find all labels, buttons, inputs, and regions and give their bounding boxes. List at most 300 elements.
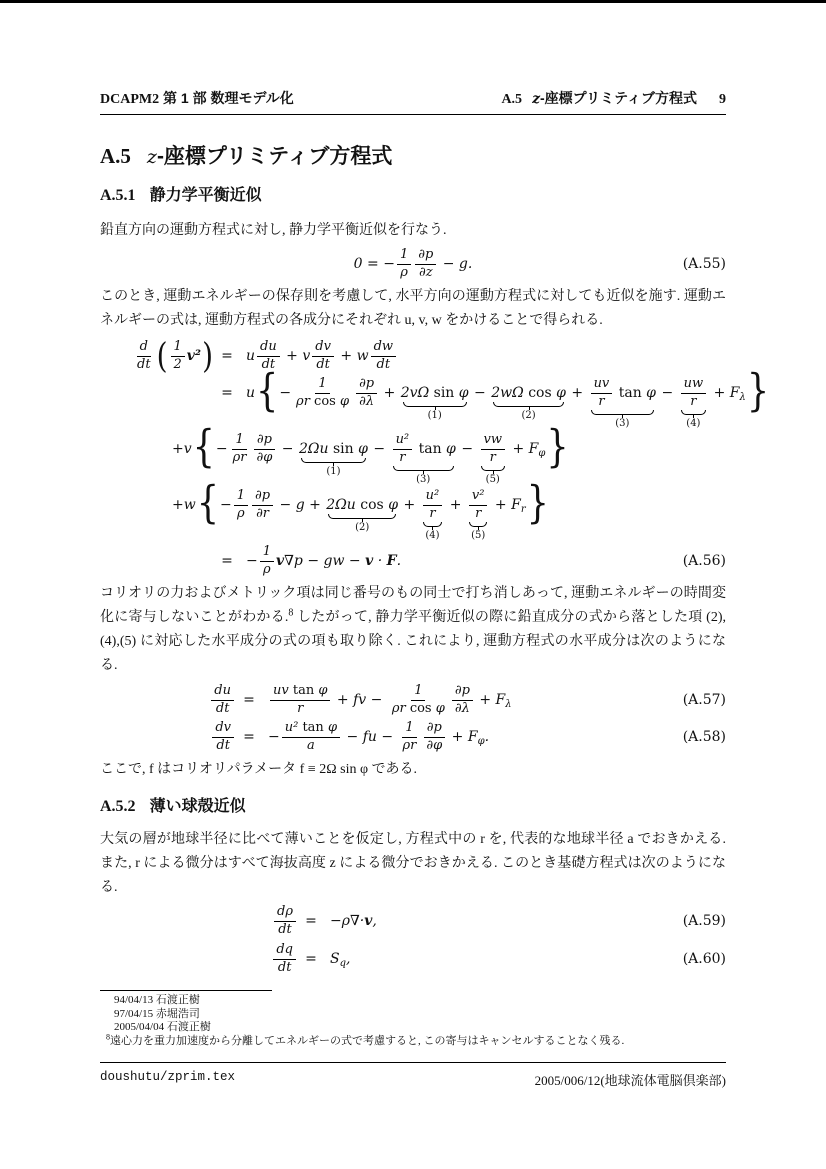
fraction bbox=[252, 489, 273, 522]
math-text: ∂p bbox=[255, 487, 271, 503]
equation-row bbox=[100, 683, 726, 717]
denominator bbox=[416, 265, 436, 281]
denominator bbox=[213, 701, 233, 717]
underbrace-glyph bbox=[681, 410, 707, 415]
math-text: − bbox=[456, 441, 478, 457]
math-text: + bbox=[447, 729, 468, 745]
numerator bbox=[254, 433, 275, 450]
equation-lhs bbox=[100, 943, 298, 976]
math-text: ρ bbox=[263, 561, 271, 577]
header-rule bbox=[100, 114, 726, 115]
numerator bbox=[282, 721, 340, 738]
math-text: +v bbox=[172, 441, 192, 457]
math-text: u bbox=[246, 348, 256, 364]
math-text: − bbox=[277, 441, 298, 457]
section-heading bbox=[100, 143, 726, 170]
math-text: dt bbox=[261, 356, 276, 372]
fraction bbox=[423, 721, 445, 754]
math-text: 2Ωu bbox=[298, 441, 333, 457]
equation-tag: (A.55) bbox=[682, 256, 726, 272]
math-text: 2 bbox=[173, 356, 182, 372]
math-text: . bbox=[484, 729, 490, 745]
fraction bbox=[274, 905, 296, 938]
fraction bbox=[273, 943, 296, 976]
subscripted-symbol: S q bbox=[330, 951, 346, 969]
math-text: 1 bbox=[318, 375, 327, 391]
math-text: 1 bbox=[414, 682, 423, 698]
math-text: dq bbox=[276, 941, 293, 957]
numerator bbox=[171, 340, 185, 357]
math-text: r bbox=[297, 700, 304, 716]
underbrace-glyph bbox=[469, 522, 488, 527]
numerator bbox=[260, 545, 274, 562]
math-text: ρr bbox=[391, 700, 410, 716]
math-text: φ bbox=[641, 385, 656, 401]
math-text: φ bbox=[431, 700, 445, 716]
footer-rule bbox=[100, 1062, 726, 1063]
equation-tag: (A.59) bbox=[682, 913, 726, 929]
underbrace-glyph bbox=[328, 514, 396, 519]
denominator bbox=[260, 562, 274, 578]
math-text: φ bbox=[383, 497, 399, 513]
subscripted-symbol: F φ bbox=[528, 441, 546, 459]
math-text: φ bbox=[441, 441, 456, 457]
equation-row bbox=[100, 544, 726, 578]
underbrace-content bbox=[479, 433, 507, 466]
math-text: φ bbox=[454, 385, 469, 401]
paragraph-3-text-a: コリオリの力およびメトリック項は同じ番号のもの同士で打ち消しあって, 運動エネルギーの時間変化に寄与しないことがわかる. bbox=[100, 586, 726, 625]
numerator bbox=[356, 377, 377, 394]
math-text: ∂φ bbox=[426, 737, 443, 753]
math-text: − bbox=[279, 385, 292, 401]
page-number: 9 bbox=[719, 92, 726, 107]
equation-row bbox=[100, 423, 726, 486]
math-text: F bbox=[495, 692, 506, 708]
math-text: − bbox=[368, 441, 390, 457]
underbrace-label: (2) bbox=[521, 410, 536, 421]
math-text: d bbox=[139, 338, 148, 354]
subsection-title-2: 薄い球殻近似 bbox=[149, 798, 246, 815]
math-text: uv bbox=[593, 375, 610, 391]
math-text: + bbox=[508, 441, 529, 457]
math-text: uv bbox=[273, 682, 293, 698]
equals-sign: = bbox=[305, 913, 317, 929]
math-text: − g + bbox=[275, 497, 326, 513]
math-text: dt bbox=[216, 737, 230, 753]
numerator bbox=[397, 248, 411, 265]
denominator bbox=[313, 357, 333, 373]
math-text: − fu − bbox=[342, 729, 398, 745]
numerator bbox=[402, 721, 416, 738]
page-footer bbox=[100, 1062, 726, 1089]
math-text: − bbox=[220, 497, 232, 513]
math-text: cos bbox=[528, 385, 552, 401]
math-text: ∂p bbox=[359, 375, 375, 391]
subsection-number: A.5.1 bbox=[100, 187, 136, 204]
underbrace-label: (5) bbox=[485, 474, 500, 486]
numerator bbox=[371, 340, 396, 357]
equals-sign: = bbox=[305, 951, 317, 967]
math-text: ∂p bbox=[418, 246, 434, 262]
math-text: + bbox=[445, 497, 466, 513]
fraction bbox=[234, 489, 248, 522]
equals-sign: = bbox=[243, 692, 255, 708]
numerator bbox=[591, 377, 613, 394]
section-title: -座標プリミティブ方程式 bbox=[156, 145, 393, 168]
header-left bbox=[100, 88, 294, 108]
math-text: v bbox=[364, 913, 373, 929]
big-delimiter: } bbox=[546, 423, 569, 474]
math-text: − bbox=[246, 553, 258, 569]
math-text: u bbox=[246, 385, 256, 401]
fraction bbox=[400, 721, 420, 754]
equation-a57-a58 bbox=[100, 683, 726, 754]
header-section-title: -座標プリミティブ方程式 bbox=[540, 90, 697, 106]
numerator bbox=[137, 340, 151, 357]
math-text: ρr bbox=[232, 449, 247, 465]
footnote-marker-8: 8 bbox=[288, 607, 294, 619]
underbrace-glyph bbox=[301, 458, 366, 463]
underbrace-content bbox=[391, 433, 456, 466]
subsection-number-2: A.5.2 bbox=[100, 798, 136, 815]
math-text: v bbox=[276, 553, 285, 569]
equation-lhs bbox=[100, 335, 214, 377]
underbrace bbox=[491, 385, 566, 421]
math-text: 1 bbox=[399, 246, 409, 262]
math-text: dt bbox=[137, 356, 151, 372]
numerator bbox=[315, 377, 329, 394]
numerator bbox=[257, 340, 280, 357]
underbrace-glyph bbox=[481, 466, 505, 471]
math-text: dt bbox=[278, 921, 292, 937]
denominator bbox=[275, 922, 295, 938]
equals-sign: = bbox=[221, 348, 233, 364]
underbrace-content bbox=[589, 377, 656, 410]
math-text: ρ bbox=[400, 264, 408, 280]
denominator bbox=[396, 450, 408, 466]
underbrace-content bbox=[326, 497, 398, 513]
underbrace-label: (3) bbox=[416, 474, 431, 486]
math-text: F bbox=[729, 385, 740, 401]
math-text: ∂λ bbox=[454, 700, 470, 716]
math-text: 1 bbox=[262, 543, 272, 559]
fraction bbox=[423, 489, 443, 522]
math-text: tan bbox=[302, 719, 324, 735]
math-text: F bbox=[511, 497, 521, 513]
underbrace-glyph bbox=[591, 410, 654, 415]
underbrace-glyph bbox=[393, 466, 454, 471]
math-text: − bbox=[469, 385, 491, 401]
underbrace bbox=[467, 487, 490, 542]
denominator bbox=[356, 394, 377, 410]
revision-date-2: 97/04/15 赤堀浩司 bbox=[114, 1007, 200, 1020]
denominator bbox=[171, 357, 185, 373]
equation-a59 bbox=[100, 904, 726, 938]
math-text: 2vΩ bbox=[400, 385, 434, 401]
revision-date-1: 94/04/13 石渡正樹 bbox=[114, 994, 200, 1006]
denominator bbox=[472, 506, 484, 522]
math-text: + bbox=[709, 385, 730, 401]
math-text: . bbox=[396, 553, 402, 569]
numerator bbox=[415, 248, 436, 265]
fraction bbox=[260, 545, 274, 578]
underbrace-glyph bbox=[403, 402, 467, 407]
math-text: − g. bbox=[438, 256, 473, 272]
fraction bbox=[254, 433, 276, 466]
math-text: dw bbox=[373, 338, 394, 354]
numerator bbox=[274, 905, 296, 922]
big-delimiter: } bbox=[526, 479, 549, 530]
underbrace bbox=[479, 431, 507, 486]
math-text: 2wΩ bbox=[491, 385, 529, 401]
math-text: uw bbox=[683, 375, 704, 391]
equation-rhs bbox=[262, 684, 512, 717]
denominator bbox=[213, 738, 233, 754]
revision-date-3: 2005/04/04 石渡正樹 bbox=[114, 1021, 211, 1033]
big-delimiter: ( bbox=[156, 335, 168, 377]
math-text: tan bbox=[618, 385, 642, 401]
subscripted-symbol: F λ bbox=[495, 692, 512, 710]
underbrace-label: (5) bbox=[471, 530, 486, 542]
denominator bbox=[230, 450, 250, 466]
math-text: ρr bbox=[296, 393, 315, 409]
math-text: · bbox=[373, 553, 387, 569]
math-text: + fv − bbox=[332, 692, 387, 708]
math-text: v² bbox=[186, 348, 202, 364]
math-text: 1 bbox=[235, 431, 244, 447]
numerator bbox=[270, 684, 330, 701]
math-text: F bbox=[386, 553, 397, 569]
underbrace-content bbox=[679, 377, 709, 410]
math-text: u² bbox=[395, 431, 410, 447]
math-text: tan bbox=[418, 441, 442, 457]
math-text: r bbox=[489, 449, 496, 465]
math-text: r bbox=[690, 393, 697, 409]
subscripted-symbol: F λ bbox=[729, 385, 746, 403]
numerator bbox=[424, 721, 445, 738]
numerator bbox=[234, 489, 248, 506]
big-delimiter: { bbox=[192, 423, 215, 474]
fraction bbox=[393, 433, 413, 466]
fraction bbox=[415, 248, 436, 281]
math-text: du bbox=[260, 338, 277, 354]
math-text: ∇p − gw − bbox=[284, 553, 366, 569]
equation-rhs bbox=[262, 721, 489, 754]
numerator bbox=[312, 340, 334, 357]
math-text: dt bbox=[316, 356, 330, 372]
math-text: du bbox=[214, 682, 231, 698]
denominator bbox=[389, 701, 448, 717]
underbrace bbox=[391, 431, 456, 486]
equation-lhs bbox=[100, 721, 236, 754]
numerator bbox=[393, 433, 413, 450]
underbrace-content bbox=[491, 385, 566, 401]
footer-line bbox=[100, 1070, 726, 1089]
underbrace-content bbox=[421, 489, 445, 522]
header-doc-title-jp: 第 1 部 数理モデル化 bbox=[159, 90, 294, 106]
equation-tag: (A.58) bbox=[682, 729, 726, 745]
equation-row bbox=[100, 720, 726, 754]
numerator bbox=[211, 684, 234, 701]
header-section-number: A.5 bbox=[501, 92, 523, 107]
denominator bbox=[426, 506, 438, 522]
underbrace-label: (1) bbox=[326, 466, 341, 477]
math-text: dv bbox=[215, 719, 231, 735]
math-text: tan bbox=[292, 682, 315, 698]
math-text: 1 bbox=[236, 487, 246, 503]
math-text: φ bbox=[353, 441, 368, 457]
denominator bbox=[275, 960, 295, 976]
math-text: dv bbox=[315, 338, 331, 354]
math-text: + bbox=[379, 385, 400, 401]
math-text: − bbox=[215, 441, 228, 457]
fraction bbox=[397, 248, 411, 281]
math-text: − bbox=[657, 385, 678, 401]
math-text: 2Ωu bbox=[326, 497, 361, 513]
denominator bbox=[304, 738, 318, 754]
paragraph-4: ここで, f はコリオリパラメータ f ≡ 2Ω sin φ である. bbox=[100, 762, 418, 777]
fraction bbox=[134, 340, 154, 373]
underbrace-label: (3) bbox=[615, 418, 630, 430]
equation-row bbox=[100, 247, 726, 281]
section-number: A.5 bbox=[100, 144, 131, 168]
fraction bbox=[481, 433, 505, 466]
equation-a56 bbox=[100, 335, 770, 578]
numerator bbox=[411, 684, 425, 701]
math-text: dt bbox=[376, 356, 391, 372]
fraction bbox=[469, 489, 488, 522]
section-title-var: z bbox=[146, 146, 157, 168]
scan-artifact-top-edge bbox=[0, 0, 826, 3]
underbrace-label: (1) bbox=[427, 410, 442, 421]
equation-content bbox=[172, 479, 550, 542]
math-text: ∂p bbox=[256, 431, 272, 447]
underbrace-content bbox=[467, 489, 490, 522]
numerator bbox=[469, 489, 488, 506]
math-text: ∂φ bbox=[256, 449, 273, 465]
fraction bbox=[389, 684, 448, 717]
footnote-block bbox=[100, 990, 726, 1048]
equals-sign: = bbox=[221, 553, 233, 569]
fraction bbox=[591, 377, 613, 410]
equation-content bbox=[354, 248, 473, 281]
equation-a55 bbox=[100, 247, 726, 281]
equation-rhs bbox=[240, 545, 401, 578]
underbrace bbox=[679, 375, 709, 430]
math-text: r bbox=[475, 505, 482, 521]
math-text: vw bbox=[483, 431, 502, 447]
math-text: φ bbox=[323, 719, 338, 735]
denominator bbox=[487, 450, 499, 466]
header-section-var: z bbox=[532, 91, 541, 107]
math-text: sin bbox=[433, 385, 455, 401]
footer-source-file: doushutu/zprim.tex bbox=[100, 1070, 236, 1084]
math-text: F bbox=[467, 729, 478, 745]
equation-lhs bbox=[100, 684, 236, 717]
numerator bbox=[252, 489, 273, 506]
math-text: ∂r bbox=[256, 505, 269, 521]
math-text: + v bbox=[281, 348, 311, 364]
equation-content bbox=[172, 423, 570, 486]
fraction bbox=[293, 377, 352, 410]
math-text: −ρ∇· bbox=[330, 913, 365, 929]
underbrace bbox=[400, 385, 469, 421]
equation-rhs bbox=[240, 367, 770, 430]
math-text: u² bbox=[425, 487, 440, 503]
math-text: cos bbox=[314, 393, 336, 409]
running-header bbox=[100, 88, 726, 108]
fraction bbox=[212, 721, 234, 754]
fraction bbox=[312, 340, 334, 373]
paragraph-5: 大気の層が地球半径に比べて薄いことを仮定し, 方程式中の r を, 代表的な地球半径 a でおきかえる. また, r による微分はすべて海抜高度 z による微分でおきかえる. このとき基礎方程式は次のようになる. bbox=[100, 832, 726, 895]
math-text: cos bbox=[409, 700, 432, 716]
denominator bbox=[423, 738, 445, 754]
math-text: F bbox=[528, 441, 539, 457]
math-text: − bbox=[268, 729, 280, 745]
fraction bbox=[171, 340, 185, 373]
math-text: r bbox=[598, 393, 605, 409]
math-text: ∂p bbox=[426, 719, 442, 735]
denominator bbox=[452, 701, 473, 717]
header-right bbox=[501, 88, 726, 108]
equation-a60 bbox=[100, 942, 726, 976]
equation-tag: (A.56) bbox=[682, 553, 726, 569]
numerator bbox=[481, 433, 505, 450]
denominator bbox=[134, 357, 154, 373]
math-text: 1 bbox=[173, 338, 182, 354]
equation-tag: (A.57) bbox=[682, 692, 726, 708]
math-text: + w bbox=[335, 348, 369, 364]
denominator bbox=[253, 506, 272, 522]
fraction bbox=[211, 684, 234, 717]
math-text: S bbox=[330, 951, 340, 967]
math-text: + bbox=[474, 692, 496, 708]
math-text: ∂λ bbox=[359, 393, 375, 409]
fraction bbox=[230, 433, 250, 466]
big-delimiter: { bbox=[196, 479, 219, 530]
math-text: ∂p bbox=[454, 682, 470, 698]
paragraph-2: このとき, 運動エネルギーの保存則を考慮して, 水平方向の運動方程式に対しても近似を施す. 運動エネルギーの式は, 運動方程式の各成分にそれぞれ u, v, w をかけることで得られる. bbox=[100, 289, 726, 328]
math-text: + bbox=[490, 497, 512, 513]
fraction bbox=[270, 684, 330, 717]
denominator bbox=[254, 450, 276, 466]
big-delimiter: ) bbox=[202, 335, 213, 377]
underbrace bbox=[326, 497, 399, 533]
fraction bbox=[681, 377, 707, 410]
math-text: v bbox=[365, 553, 374, 569]
footnote-8-text: 遠心力を重力加速度から分離してエネルギーの式で考慮すると, この寄与はキャンセルすることなく残る. bbox=[110, 1034, 625, 1047]
denominator bbox=[400, 738, 420, 754]
fraction bbox=[452, 684, 473, 717]
math-text: , bbox=[372, 913, 377, 929]
math-text: 0 = − bbox=[353, 256, 395, 272]
underbrace-label: (2) bbox=[355, 522, 370, 533]
paragraph-3-text-b: したがって, 静力学平衡近似の際に鉛直成分の式から落とした項 (2),(4),(5) に対応した水平成分の式の項も取り除く. これにより, 運動方程式の水平成分は次のようになる. bbox=[100, 610, 726, 673]
numerator bbox=[423, 489, 443, 506]
numerator bbox=[452, 684, 473, 701]
numerator bbox=[232, 433, 246, 450]
math-text: + bbox=[566, 385, 588, 401]
equation-rhs bbox=[324, 951, 350, 967]
equation-row bbox=[100, 942, 726, 976]
big-delimiter: { bbox=[256, 367, 279, 418]
footnote-8 bbox=[100, 1031, 726, 1049]
big-delimiter: } bbox=[746, 367, 770, 418]
fraction bbox=[371, 340, 396, 373]
underbrace-label: (4) bbox=[686, 418, 701, 430]
equation-row bbox=[100, 479, 726, 542]
math-text: dt bbox=[215, 700, 230, 716]
